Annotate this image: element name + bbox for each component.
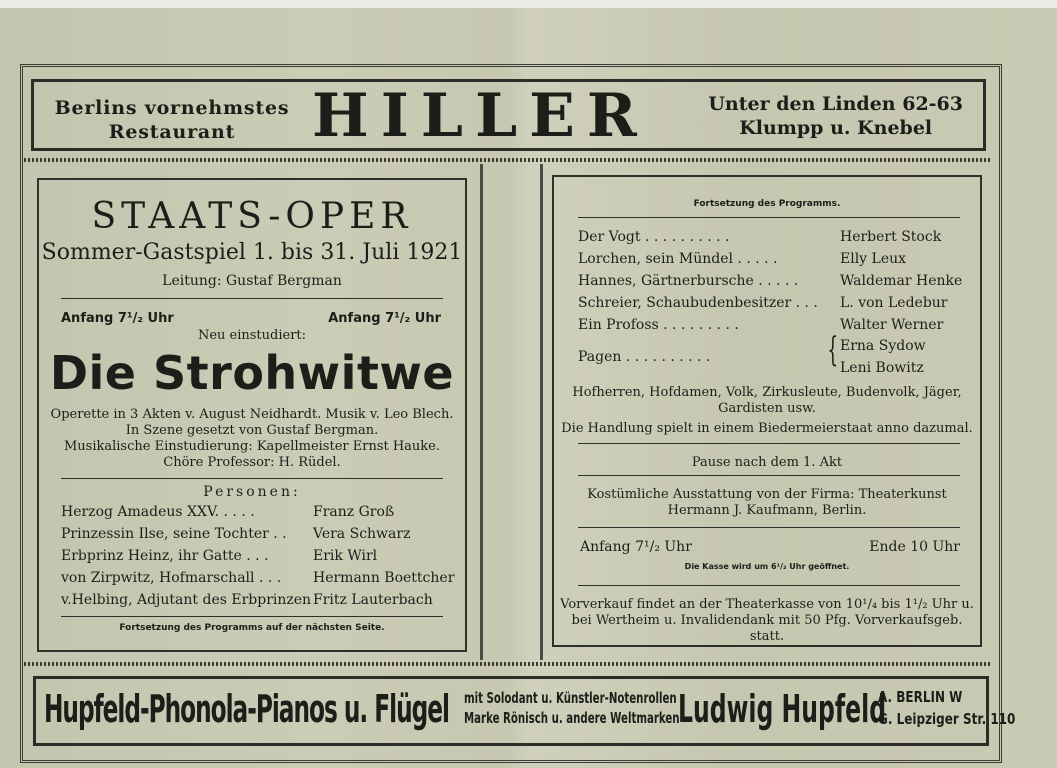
rule <box>578 217 960 218</box>
setting-note: Die Handlung spielt in einem Biedermeierstaat anno dazumal. <box>561 421 973 436</box>
hupfeld-address <box>878 686 1015 730</box>
cast-role: Lorchen, sein Mündel . . . . . <box>578 251 778 267</box>
rule <box>578 443 960 444</box>
hiller-tagline-line2: Restaurant <box>108 121 236 143</box>
rule <box>61 298 443 299</box>
hiller-address-line2: Klumpp u. Knebel <box>739 117 933 139</box>
hiller-advertisement <box>31 79 986 151</box>
credit-line: Chöre Professor: H. Rüdel. <box>163 455 341 470</box>
scan-edge <box>0 0 1057 8</box>
cast-row <box>578 229 978 251</box>
start-time-right: Anfang 7¹/₂ Uhr <box>328 311 441 326</box>
intermission-note: Pause nach dem 1. Akt <box>691 455 843 470</box>
rule <box>578 475 960 476</box>
cast-row <box>578 273 978 295</box>
cast-row <box>61 526 461 548</box>
costume-line: Hermann J. Kaufmann, Berlin. <box>667 503 867 518</box>
cast-actor: Leni Bowitz <box>840 360 924 376</box>
cast-heading: Personen: <box>203 484 301 500</box>
credit-line: Operette in 3 Akten v. August Neidhardt. Musik v. Leo Blech. <box>50 407 454 422</box>
start-time: Anfang 7¹/₂ Uhr <box>580 539 692 555</box>
left-fold-line <box>480 164 483 660</box>
cast-role: v.Helbing, Adjutant des Erbprinzen <box>61 592 312 608</box>
revival-note: Neu einstudiert: <box>197 328 307 343</box>
cast-row <box>61 570 461 592</box>
costume-credit <box>554 487 980 519</box>
cast-role: Prinzessin Ilse, seine Tochter . . <box>61 526 287 542</box>
cast-role: Hannes, Gärtnerbursche . . . . . <box>578 273 799 289</box>
band-divider-bottom <box>24 662 992 666</box>
ensemble <box>554 385 980 417</box>
presale-line: Vorverkauf findet an der Theaterkasse von 10¹/₄ bis 1¹/₂ Uhr u. <box>560 597 974 612</box>
cast-actor: Erna Sydow <box>840 338 926 354</box>
start-time-left: Anfang 7¹/₂ Uhr <box>61 311 174 326</box>
hiller-tagline <box>52 96 292 144</box>
rule <box>578 527 960 528</box>
cast-row <box>61 592 461 614</box>
cast-role: Schreier, Schaubudenbesitzer . . . <box>578 295 818 311</box>
cast-actor: Vera Schwarz <box>313 526 411 542</box>
cast-actor: Erik Wirl <box>313 548 378 564</box>
box-office-note: Die Kasse wird um 6¹/₂ Uhr geöffnet. <box>684 562 850 571</box>
rule <box>61 478 443 479</box>
cast-role: Pagen . . . . . . . . . . <box>578 349 711 365</box>
cast-row <box>578 251 978 273</box>
continued-note: Fortsetzung des Programms auf der nächsten Seite. <box>119 623 385 633</box>
costume-line: Kostümliche Ausstattung von der Firma: Theaterkunst <box>587 487 947 502</box>
cast-actor: Herbert Stock <box>840 229 942 245</box>
rule <box>61 616 443 617</box>
theatre-heading: STAATS-OPER <box>91 196 413 237</box>
cast-actor: Walter Werner <box>840 317 944 333</box>
hupfeld-advertisement <box>33 676 1016 746</box>
brace-glyph: { <box>827 330 839 370</box>
cast-role: Der Vogt . . . . . . . . . . <box>578 229 730 245</box>
hupfeld-product: Hupfeld-Phonola-Pianos u. Flügel <box>44 687 449 731</box>
hupfeld-detail-line: mit Solodant u. Künstler-Notenrollen <box>464 689 677 707</box>
credit-line: Musikalische Einstudierung: Kapellmeister Ernst Hauke. <box>63 439 441 454</box>
ensemble-line: Hofherren, Hofdamen, Volk, Zirkusleute, Budenvolk, Jäger, <box>572 385 962 400</box>
right-fold-line <box>540 164 543 660</box>
cast-actor: Fritz Lauterbach <box>313 592 433 608</box>
hupfeld-company: Ludwig Hupfeld <box>678 687 887 731</box>
cast-role: von Zirpwitz, Hofmarschall . . . <box>61 570 282 586</box>
season-heading: Sommer-Gastspiel 1. bis 31. Juli 1921 <box>41 240 463 265</box>
cast-role: Ein Profoss . . . . . . . . . <box>578 317 739 333</box>
presale-note <box>554 597 980 645</box>
presale-line: bei Wertheim u. Invalidendank mit 50 Pfg. Vorverkaufsgeb. statt. <box>571 613 963 644</box>
cast-actor: Franz Groß <box>313 504 395 520</box>
cast-row <box>61 548 461 570</box>
program-left-panel <box>37 178 467 652</box>
cast-row <box>578 338 978 360</box>
ensemble-line: Gardisten usw. <box>718 401 816 416</box>
cast-actor: Waldemar Henke <box>840 273 963 289</box>
cast-actor: L. von Ledebur <box>840 295 948 311</box>
hiller-address-line1: Unter den Linden 62-63 <box>708 93 963 115</box>
cast-actor: Hermann Boettcher <box>313 570 455 586</box>
cast-role: Erbprinz Heinz, ihr Gatte . . . <box>61 548 269 564</box>
rule <box>578 585 960 586</box>
band-divider-top <box>24 158 992 162</box>
cast-row <box>578 317 978 339</box>
cast-row <box>578 295 978 317</box>
program-right-panel <box>552 175 982 647</box>
cast-row <box>61 504 461 526</box>
hiller-name: HILLER <box>312 81 649 151</box>
hupfeld-details <box>464 688 680 728</box>
cast-actor: Elly Leux <box>840 251 907 267</box>
hiller-address <box>708 92 963 140</box>
operetta-title: Die Strohwitwe <box>49 346 455 400</box>
hupfeld-address-line: G. Leipziger Str. 110 <box>878 710 1016 728</box>
credit-line: In Szene gesetzt von Gustaf Bergman. <box>125 423 379 438</box>
hupfeld-address-line: A. BERLIN W <box>878 688 963 706</box>
cast-role: Herzog Amadeus XXV. . . . . <box>61 504 255 520</box>
hupfeld-detail-line: Marke Rönisch u. andere Weltmarken <box>464 709 680 727</box>
production-credits <box>39 407 465 471</box>
direction-credit: Leitung: Gustaf Bergman <box>162 273 342 289</box>
cast-row <box>578 360 978 382</box>
end-time: Ende 10 Uhr <box>869 539 960 555</box>
continuation-header: Fortsetzung des Programms. <box>693 199 841 209</box>
hiller-tagline-line1: Berlins vornehmstes <box>54 97 290 119</box>
